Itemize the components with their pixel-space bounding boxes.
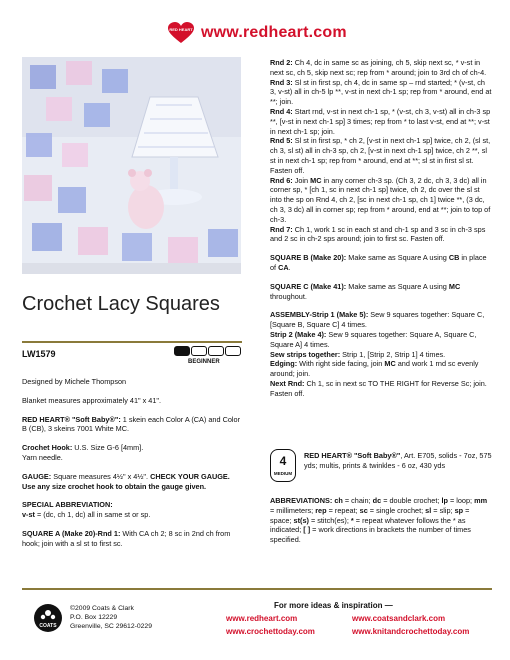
left-column — [22, 377, 244, 558]
rnd4: Rnd 4: Start rnd, v-st in next ch-1 sp, * (v-st, ch 3, v-st) all in ch-3 sp **, [v-st in next ch-1 sp] 3 times; rep from * to last v-st, end at **; v-st in next ch-1 sp; join. — [270, 106, 491, 136]
pattern-title: Crochet Lacy Squares — [22, 293, 220, 315]
link-coatsandclark[interactable]: www.coatsandclark.com — [352, 614, 446, 623]
link-knitandcrochettoday[interactable]: www.knitandcrochettoday.com — [352, 627, 470, 636]
size-text: Blanket measures approximately 41" x 41". — [22, 395, 162, 405]
site-link[interactable]: www.redheart.com — [201, 24, 347, 41]
company-address: ©2009 Coats & Clark P.O. Box 12229 Greenville, SC 29612-0229 — [70, 605, 152, 630]
svg-text:COATS: COATS — [39, 623, 57, 629]
rnd7: Rnd 7: Ch 1, work 1 sc in each st and ch-1 sp and 3 sc in ch-3 sps and 2 sc in ch-2 sps around; join to first sc. Fasten off. — [270, 224, 486, 244]
svg-text:RED HEART: RED HEART — [169, 27, 193, 32]
yarn-weight-icon — [270, 449, 296, 482]
rnd5: Rnd 5: Sl st in first sp, * ch 2, [v-st in next ch-1 sp] twice, ch 2, (sl st, ch 3, sl st) all in ch-3 sp, ch 2, [v-st in next ch-1 sp] twice, ch 2 **, sl st in next ch-1 sp; rep from * around, end at **; sl st in first sl st. Fasten off. — [270, 136, 491, 175]
skill-box-filled — [174, 346, 190, 356]
skill-box — [191, 346, 207, 356]
footer-divider — [22, 588, 492, 590]
square-b: SQUARE B (Make 20): Make same as Square A using CB in place of CA. — [270, 253, 487, 272]
red-heart-logo-icon — [168, 22, 194, 44]
pattern-number: LW1579 — [22, 349, 56, 359]
skill-box — [208, 346, 224, 356]
blanket-photo — [22, 57, 241, 274]
abbreviations: ABBREVIATIONS: ch = chain; dc = double crochet; lp = loop; mm = millimeters; rep = repeat; sc = single crochet; sl = slip; sp = space; st(s) = stitch(es); * = repeat whatever follows the * as indicated; [ ] = work directions in brackets the number of times specified. — [270, 496, 488, 545]
yarn-info: RED HEART® "Soft Baby®", Art. E705, solids - 7oz, 575 yds; multis, prints & twinkles - 6 oz, 430 yds — [304, 451, 492, 470]
rnd3: Rnd 3: Sl st in first sp, ch 4, dc in same sp – rnd started; * (v-st, ch 3, v-st) all in ch-5 lp **, v-st in next ch-1 sp; rep from * around, end at **; join. — [270, 77, 492, 107]
designer-credit: Designed by Michele Thompson — [22, 377, 127, 386]
right-column — [270, 58, 492, 408]
square-a-rnd1: SQUARE A (Make 20)-Rnd 1: With CA ch 2; 8 sc in 2nd ch from hook; join with a sl st to first sc. — [22, 528, 231, 548]
more-ideas-heading: For more ideas & inspiration — — [274, 601, 393, 610]
yarn-weight-number: 4 — [279, 454, 287, 468]
gauge-info: GAUGE: Square measures 4½" x 4½". CHECK YOUR GAUGE. Use any size crochet hook to obtain the gauge given. — [22, 471, 230, 491]
skill-box — [225, 346, 241, 356]
coats-logo-icon — [33, 603, 63, 633]
link-crochettoday[interactable]: www.crochettoday.com — [226, 627, 315, 636]
header — [0, 18, 510, 48]
link-redheart[interactable]: www.redheart.com — [226, 614, 298, 623]
special-abbreviation: SPECIAL ABBREVIATION: v-st = (dc, ch 1, dc) all in same st or sp. — [22, 500, 151, 520]
hook-info: Crochet Hook: U.S. Size G-6 [4mm]. Yarn needle. — [22, 443, 144, 462]
rnd6: Rnd 6: Join MC in any corner ch-3 sp. (Ch 3, 2 dc, ch 3, 3 dc) all in corner sp, * [ch 1, sc in next ch-1 sp] twice, ch 2, dc over the sl st into the sp on Rnd 4, ch 2, [sc in next ch-1 sp, ch 1] twice **, (3 dc, ch 3, 3 dc) all in corner sp; rep from * around, end at **; join to top of ch-3. — [270, 175, 491, 224]
divider — [22, 341, 242, 343]
assembly: ASSEMBLY-Strip 1 (Make 5): Sew 9 squares together: Square C, [Square B, Square C] 4 times. Strip 2 (Make 4): Sew 9 squares together: Square A, Square C, Square A] 4 times. Sew strips together: Strip 1, [Strip 2, Strip 1] 4 times. Edging: With right side facing, join MC and work 1 rnd sc evenly around; join. Next Rnd: Ch 1, sc in next sc TO THE RIGHT for Reverse Sc; join. Fasten off. — [270, 310, 487, 398]
skill-level-indicator — [174, 346, 242, 364]
skill-level-label: BEGINNER — [188, 359, 220, 365]
yarn-weight-label: MEDIUM — [273, 471, 293, 476]
rnd2: Rnd 2: Ch 4, dc in same sc as joining, ch 5, skip next sc, * v-st in next sc, ch 5, skip next sc; rep from * around; join to 3rd ch of ch-4. — [270, 58, 487, 77]
materials: RED HEART® "Soft Baby®": 1 skein each Color A (CA) and Color B (CB), 3 skeins 7001 White MC. — [22, 414, 241, 434]
square-c: SQUARE C (Make 41): Make same as Square A using MC throughout. — [270, 281, 461, 301]
